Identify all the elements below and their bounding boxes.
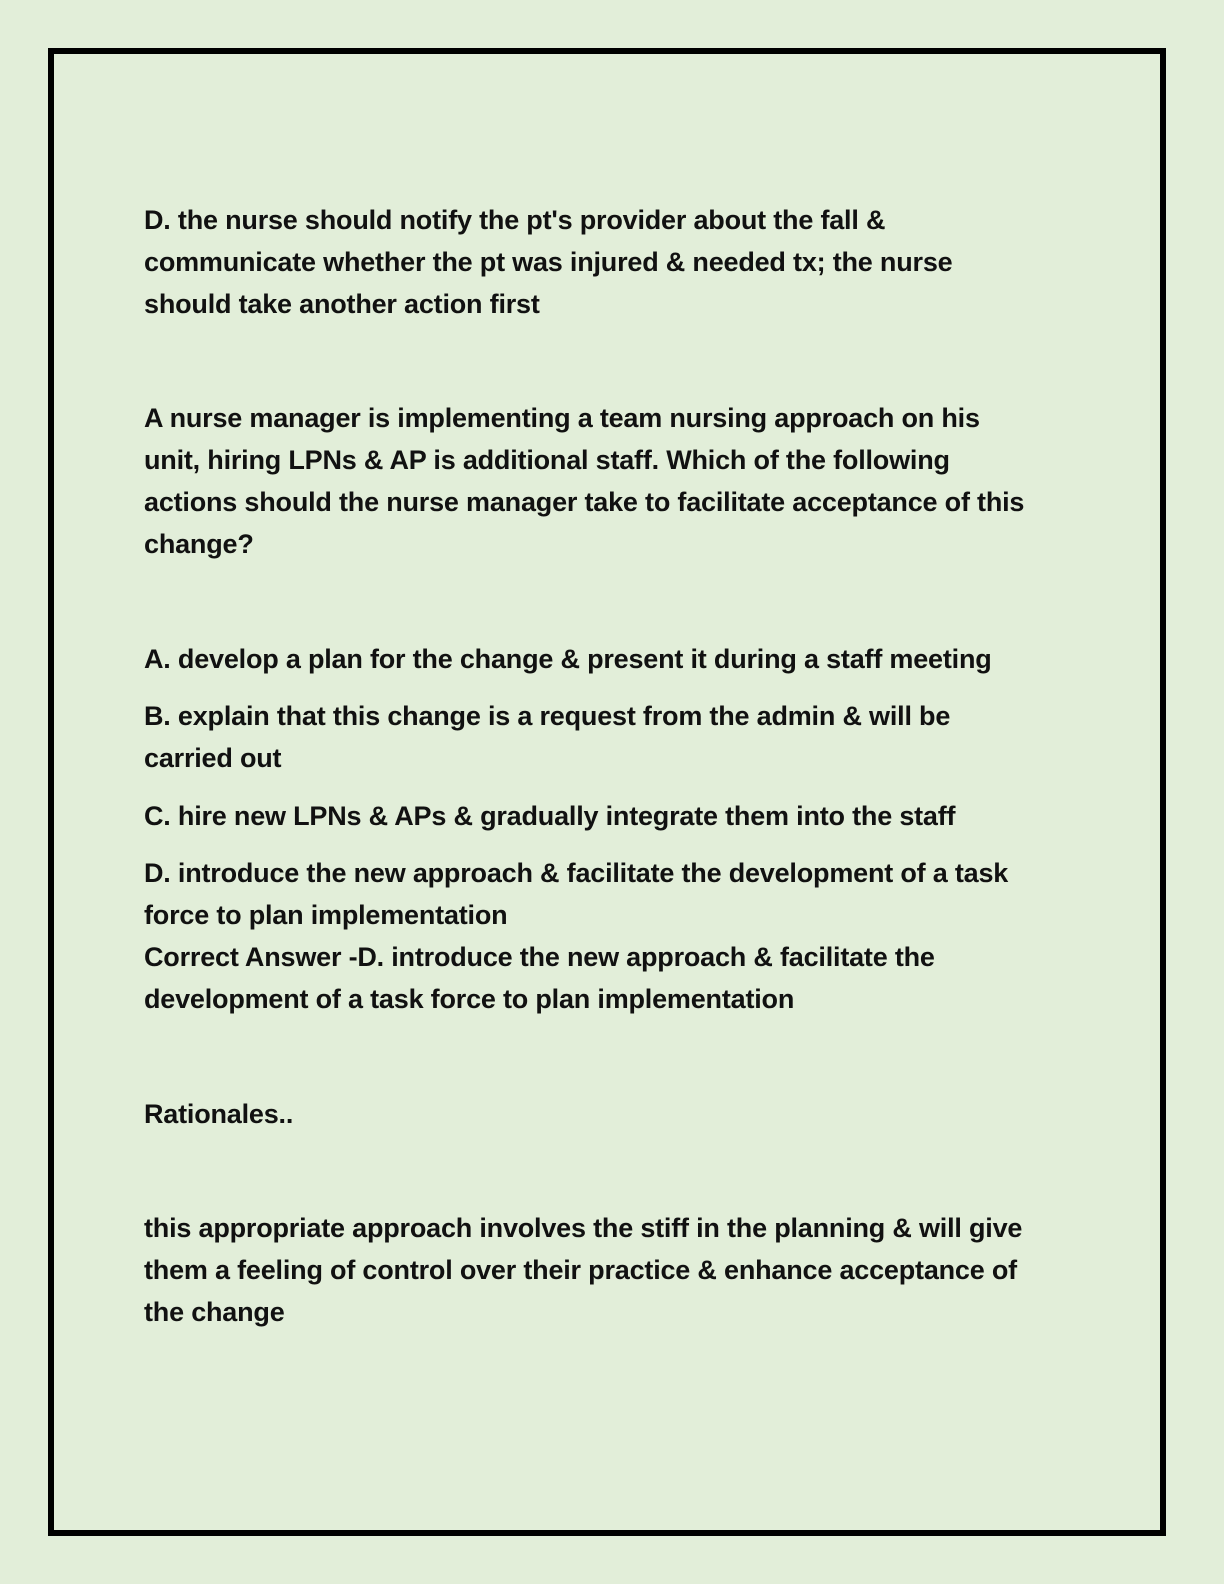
text-line: C. hire new LPNs & APs & gradually integrate them into the staff (144, 801, 956, 831)
rationales-heading: Rationales.. (144, 1099, 294, 1129)
text-line: them a feeling of control over their practice & enhance acceptance of (144, 1255, 1017, 1285)
text-line: change? (144, 529, 254, 559)
text-line: D. the nurse should notify the pt's provider about the fall & (144, 205, 886, 235)
text-line: unit, hiring LPNs & AP is additional staff. Which of the following (144, 445, 950, 475)
text-line: B. explain that this change is a request from the admin & will be (144, 701, 951, 731)
text-line: this appropriate approach involves the stiff in the planning & will give (144, 1213, 1023, 1243)
text-line: A. develop a plan for the change & present it during a staff meeting (144, 644, 992, 674)
text-line: carried out (144, 743, 282, 773)
text-line: actions should the nurse manager take to facilitate acceptance of this (144, 487, 1025, 517)
text-line: should take another action first (144, 289, 540, 319)
text-line: D. introduce the new approach & facilitate the development of a task (144, 858, 1009, 888)
text-line: development of a task force to plan implementation (144, 984, 795, 1014)
text-line: the change (144, 1297, 285, 1327)
text-line: A nurse manager is implementing a team nursing approach on his (144, 403, 980, 433)
text-line: force to plan implementation (144, 900, 508, 930)
text-line: communicate whether the pt was injured & needed tx; the nurse (144, 247, 953, 277)
text-line: Correct Answer -D. introduce the new approach & facilitate the (144, 942, 935, 972)
